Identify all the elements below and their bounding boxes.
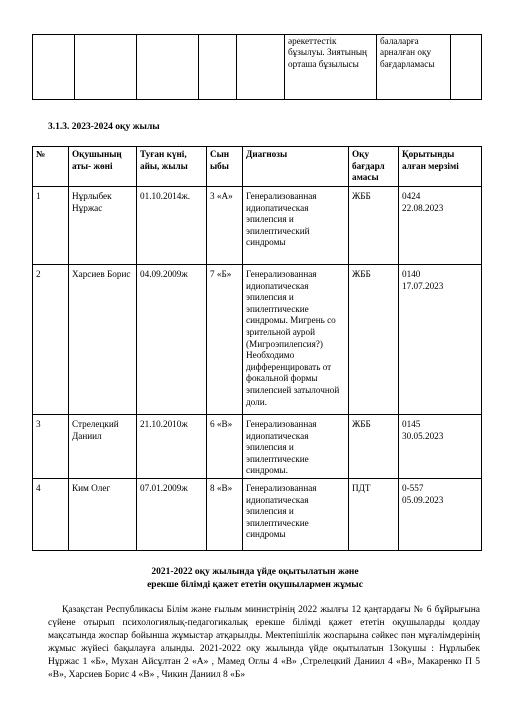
conclusion-number: 0424 [402,191,421,201]
row-conclusion [399,187,482,265]
block-title-line: 2021-2022 оқу жылында үйде оқытылатын және [151,567,359,577]
block-title [40,566,470,591]
row-conclusion [399,478,482,550]
row-program: ЖББ [349,415,399,479]
table-row [33,187,482,265]
row-program: ЖББ [349,265,399,415]
row-conclusion [399,265,482,415]
table-cell [137,35,199,100]
row-grade: 6 «В» [207,415,243,479]
row-name: Нұрлыбек Нұржас [69,187,137,265]
header-name: Оқушының аты- жөні [69,147,137,187]
row-conclusion [399,415,482,479]
header-dob: Туған күні, айы, жылы [137,147,207,187]
row-grade: 8 «В» [207,478,243,550]
header-program: Оқу бағдарл амасы [349,147,399,187]
table-row [33,478,482,550]
row-dob: 04.09.2009ж [137,265,207,415]
table-cell [451,35,482,100]
row-number: 2 [33,265,69,415]
block-title-line: ерекше білімді қажет ететін оқушылармен жұмыс [147,579,363,590]
conclusion-number: 0-557 [402,482,424,493]
row-diagnosis: Генерализованная идиопатическая эпилепсия и эпилептические синдромы. Мигрень со зрительной аурой (Мигроэпилепсия?) Необходимо дифференцировать от фокальной формы эпилепсией затылочной доли. [243,265,349,415]
table-cell: балаларға арналған оқу бағдарламасы [377,35,451,100]
row-name: Ким Олег [69,478,137,550]
row-diagnosis: Генерализованная идиопатическая эпилепсия и эпилептические синдромы [243,478,349,550]
header-diagnosis: Диагнозы [243,147,349,187]
conclusion-date: 05.09.2023 [402,494,444,505]
row-dob: 21.10.2010ж [137,415,207,479]
table-cell: әрекеттестік бұзылуы. Зиятының орташа бұзылысы [285,35,377,100]
header-number: № [33,147,69,187]
conclusion-date: 30.05.2023 [402,430,444,441]
row-program: ПДТ [349,478,399,550]
table-cell [75,35,137,100]
conclusion-number: 0145 [402,419,421,429]
students-table [32,146,482,551]
row-dob: 07.01.2009ж [137,478,207,550]
row-grade: 3 «А» [207,187,243,265]
row-number: 3 [33,415,69,479]
row-diagnosis: Генерализованная идиопатическая эпилепсия и эпилептический синдромы [243,187,349,265]
table-cell [33,35,75,100]
section-heading: 3.1.3. 2023-2024 оқу жылы [48,122,160,132]
table-cell [237,35,285,100]
row-diagnosis: Генерализованная идиопатическая эпилепсия и эпилептические синдромы. [243,415,349,479]
table-row [33,265,482,415]
table-row [33,35,482,100]
row-program: ЖББ [349,187,399,265]
table-header-row [33,147,482,187]
continuation-table [32,34,482,100]
conclusion-date: 22.08.2023 [402,202,444,213]
row-number: 1 [33,187,69,265]
header-conclusion: Қорытынды алған мерзімі [399,147,482,187]
header-grade: Сын ыбы [207,147,243,187]
table-cell [199,35,237,100]
row-dob: 01.10.2014ж. [137,187,207,265]
row-grade: 7 «Б» [207,265,243,415]
conclusion-date: 17.07.2023 [402,280,444,291]
row-name: Стрелецкий Даниил [69,415,137,479]
row-name: Харсиев Борис [69,265,137,415]
table-row [33,415,482,479]
row-number: 4 [33,478,69,550]
conclusion-number: 0140 [402,269,421,279]
body-paragraph: Қазақстан Республикасы Білім және ғылым министрінің 2022 жылғы 12 қаңтардағы № 6 бұйрығына сүйене отырып психологиялық-педагогикалық ерекше білімді қажет ететін оқушыларды қолдау мақсатында жоспар бойынша жұмыстар атқарылды. Мектепішілік жоспарына сәйкес пән мұғалімдерінің жұмыс жүйесі бақылауға алынды. 2021-2022 оқу жылында үйде оқытылатын 13оқушы : Нұрлыбек Нұржас 1 «Б», Мухан Айсұлтан 2 «А» , Мамед Оглы 4 «В» ,Стрелецкий Даниил 4 «В», Макаренко П 5 «В», Харсиев Борис 4 «В» , Чикин Даниил 8 «Б» [48,605,480,680]
